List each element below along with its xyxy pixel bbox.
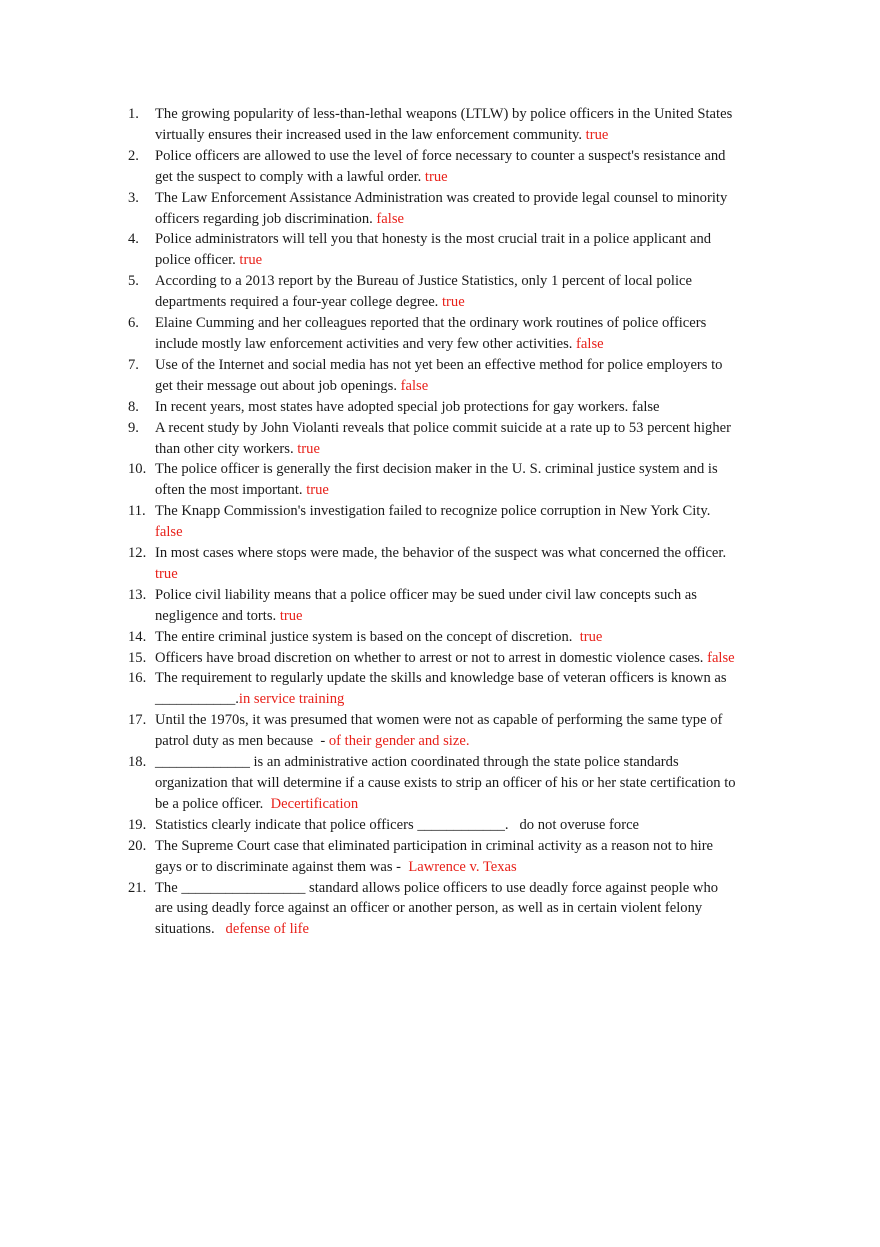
question-answer: of their gender and size.: [328, 733, 470, 750]
question-answer: true: [155, 565, 178, 582]
question-number: 8.: [128, 398, 139, 415]
question-text: Use of the Internet and social media has not yet been an effective method for police employers to get their message out about job openings.: [155, 356, 727, 394]
question-number: 5.: [128, 273, 139, 290]
question-item-3: [128, 188, 738, 230]
question-item-11: [128, 501, 738, 543]
question-number: 15.: [128, 649, 147, 666]
question-answer: false: [155, 524, 183, 541]
question-text: Police civil liability means that a police officer may be sued under civil law concepts such as negligence and torts.: [155, 586, 701, 624]
question-number: 20.: [128, 837, 147, 854]
question-text: The Supreme Court case that eliminated participation in criminal activity as a reason not to hire gays or to discriminate against them was -: [155, 837, 717, 875]
question-text: The Law Enforcement Assistance Administration was created to provide legal counsel to minority officers regarding job discrimination.: [155, 189, 731, 227]
question-item-12: [128, 543, 738, 585]
question-item-13: [128, 585, 738, 627]
question-number: 21.: [128, 879, 147, 896]
question-answer: do not overuse force: [519, 816, 640, 833]
question-number: 14.: [128, 628, 147, 645]
question-item-15: [128, 648, 738, 669]
question-text: The _________________ standard allows police officers to use deadly force against people who are using deadly force against an officer or another person, as well as in certain violent felony situations.: [155, 879, 722, 938]
question-item-21: [128, 878, 738, 941]
question-item-9: [128, 418, 738, 460]
question-item-16: [128, 668, 738, 710]
question-answer: Decertification: [270, 795, 359, 812]
question-text: The growing popularity of less-than-lethal weapons (LTLW) by police officers in the United States virtually ensures their increased used in the law enforcement community.: [155, 106, 736, 143]
question-answer: false: [707, 649, 735, 666]
question-answer: Lawrence v. Texas: [408, 858, 517, 875]
question-answer: true: [424, 168, 448, 185]
question-text: In recent years, most states have adopted special job protections for gay workers.: [155, 398, 632, 415]
question-answer: true: [279, 607, 303, 624]
question-number: 7.: [128, 356, 139, 373]
question-text: _____________ is an administrative action coordinated through the state police standards organization that will determine if a cause exists to strip an officer of his or her state certification to be a police officer.: [155, 754, 740, 812]
question-number: 17.: [128, 712, 147, 729]
question-number: 3.: [128, 189, 139, 206]
question-text: Police officers are allowed to use the level of force necessary to counter a suspect's resistance and get the suspect to comply with a lawful order.: [155, 147, 730, 185]
question-number: 6.: [128, 315, 139, 332]
question-text: The police officer is generally the first decision maker in the U. S. criminal justice system and is often the most important.: [155, 461, 722, 499]
question-answer: true: [239, 252, 263, 269]
question-text: Until the 1970s, it was presumed that women were not as capable of performing the same type of patrol duty as men because -: [155, 712, 727, 750]
question-text: In most cases where stops were made, the behavior of the suspect was what concerned the officer.: [155, 545, 730, 562]
question-list: [128, 104, 738, 940]
question-text: The requirement to regularly update the skills and knowledge base of veteran officers is known as ___________.: [155, 670, 731, 708]
question-item-4: [128, 229, 738, 271]
question-answer: false: [576, 335, 604, 352]
question-text: According to a 2013 report by the Bureau of Justice Statistics, only 1 percent of local police departments required a four-year college degree.: [155, 273, 696, 311]
question-text: A recent study by John Violanti reveals that police commit suicide at a rate up to 53 percent higher than other city workers.: [155, 419, 735, 457]
question-number: 13.: [128, 586, 147, 603]
question-answer: in service training: [238, 691, 345, 708]
question-item-10: [128, 459, 738, 501]
question-answer: false: [400, 377, 429, 394]
question-answer: false: [376, 210, 404, 227]
question-answer: defense of life: [225, 921, 310, 938]
question-item-1: [128, 104, 738, 146]
question-item-18: [128, 752, 738, 815]
question-answer: true: [297, 440, 320, 457]
question-item-2: [128, 146, 738, 188]
question-text: Elaine Cumming and her colleagues reported that the ordinary work routines of police officers include mostly law enforcement activities and very few other activities.: [155, 315, 710, 352]
question-number: 9.: [128, 419, 139, 436]
question-number: 10.: [128, 461, 147, 478]
question-number: 2.: [128, 147, 139, 164]
question-number: 19.: [128, 816, 147, 833]
question-number: 1.: [128, 106, 139, 122]
question-answer: true: [306, 482, 329, 499]
question-number: 18.: [128, 754, 147, 771]
question-text: Police administrators will tell you that honesty is the most crucial trait in a police applicant and police officer.: [155, 231, 715, 269]
question-number: 4.: [128, 231, 139, 248]
question-text: Statistics clearly indicate that police officers ____________.: [155, 816, 520, 833]
question-item-8: [128, 397, 738, 418]
question-answer: true: [441, 294, 465, 311]
question-item-19: [128, 815, 738, 836]
question-number: 12.: [128, 545, 147, 562]
question-number: 11.: [128, 503, 146, 520]
question-text: The entire criminal justice system is based on the concept of discretion.: [155, 628, 580, 645]
question-item-7: [128, 355, 738, 397]
question-number: 16.: [128, 670, 147, 687]
question-item-5: [128, 271, 738, 313]
question-text: The Knapp Commission's investigation failed to recognize police corruption in New York City.: [155, 503, 714, 520]
question-item-17: [128, 710, 738, 752]
question-answer: true: [585, 126, 609, 143]
question-answer: false: [631, 398, 660, 415]
question-item-6: [128, 313, 738, 355]
question-item-14: [128, 627, 738, 648]
question-item-20: [128, 836, 738, 878]
question-text: Officers have broad discretion on whether to arrest or not to arrest in domestic violence cases.: [155, 649, 708, 666]
question-answer: true: [579, 628, 603, 645]
